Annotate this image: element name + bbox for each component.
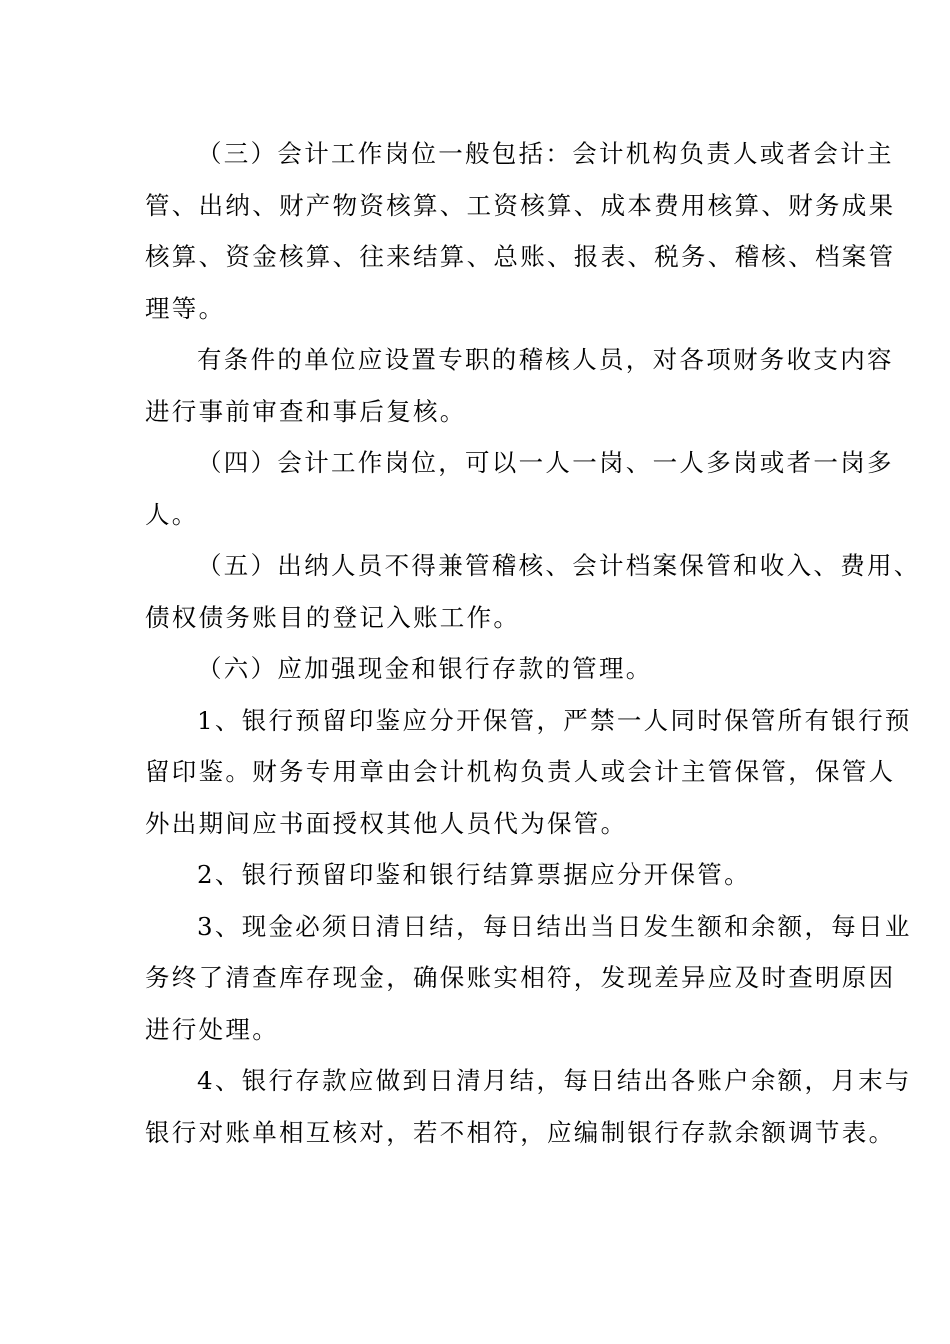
text-line: 外出期间应书面授权其他人员代为保管。 (145, 808, 628, 838)
text-line: 1、银行预留印鉴应分开保管，严禁一人同时保管所有银行预 (197, 705, 912, 735)
paragraph-position-allocation (145, 437, 894, 540)
paragraph-item-2-bills (145, 849, 875, 901)
text-line: 4、银行存款应做到日清月结，每日结出各账户余额，月末与 (197, 1066, 912, 1095)
paragraph-item-4-bank-deposits (145, 1055, 912, 1158)
text-line: 进行事前审查和事后复核。 (145, 396, 467, 426)
text-line: （五）出纳人员不得兼管稽核、会计档案保管和收入、费用、 (197, 551, 921, 580)
text-line: 核算、资金核算、往来结算、总账、报表、税务、稽核、档案管 (145, 242, 896, 271)
text-line: 债权债务账目的登记入账工作。 (145, 602, 521, 632)
paragraph-cash-bank-management (145, 643, 875, 695)
text-line: 理等。 (145, 293, 226, 323)
text-line: （六）应加强现金和银行存款的管理。 (197, 654, 653, 683)
text-line: 有条件的单位应设置专职的稽核人员，对各项财务收支内容 (197, 345, 894, 374)
text-line: 留印鉴。财务专用章由会计机构负责人或会计主管保管，保管人 (145, 757, 896, 786)
paragraph-cashier-restrictions (145, 540, 921, 643)
text-line: （三）会计工作岗位一般包括：会计机构负责人或者会计主 (197, 139, 894, 168)
text-line: 进行处理。 (145, 1014, 279, 1044)
text-line: 管、出纳、财产物资核算、工资核算、成本费用核算、财务成果 (145, 190, 896, 220)
text-line: （四）会计工作岗位，可以一人一岗、一人多岗或者一岗多 (197, 448, 894, 477)
paragraph-item-3-cash (145, 901, 912, 1056)
paragraph-audit-staff (145, 334, 894, 437)
text-line: 人。 (145, 499, 199, 529)
paragraph-item-1-seals (145, 695, 912, 850)
text-line: 银行对账单相互核对，若不相符，应编制银行存款余额调节表。 (145, 1117, 896, 1147)
text-line: 务终了清查库存现金，确保账实相符，发现差异应及时查明原因 (145, 963, 896, 992)
document-body (145, 128, 921, 1158)
paragraph-job-positions (145, 128, 896, 334)
text-line: 2、银行预留印鉴和银行结算票据应分开保管。 (197, 860, 751, 889)
text-line: 3、现金必须日清日结，每日结出当日发生额和余额，每日业 (197, 911, 912, 941)
